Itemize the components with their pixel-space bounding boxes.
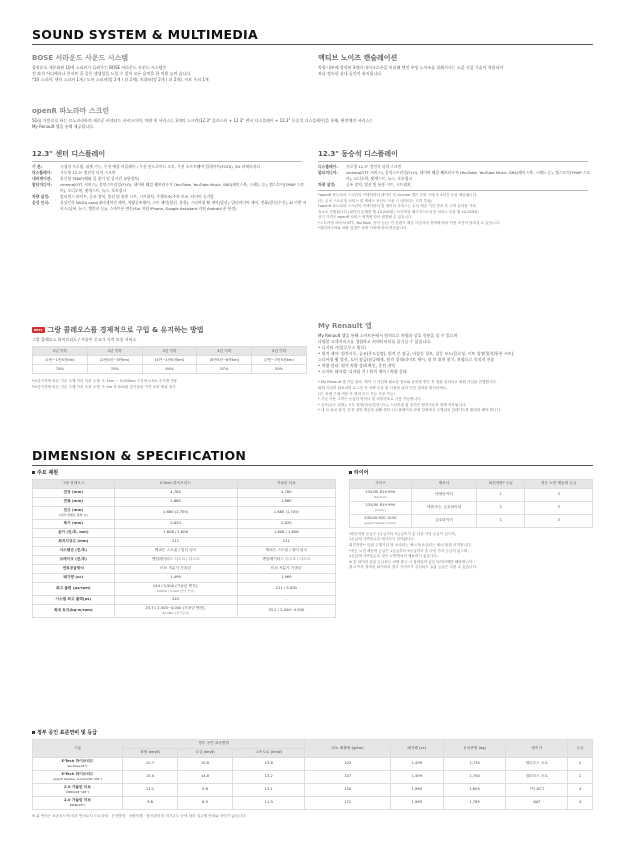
table-header: 고속도로 (km/ℓ) — [233, 748, 305, 757]
note-line: * 내 차 위치 찾기, 운전 내역 제공을 위해 센터 디스플레이의 차량 설정에서 주행위치 업데이트를 활성화 해야 합니다. — [318, 408, 502, 413]
table-cell: 14.8 — [178, 770, 233, 783]
table-cell: 1,499 — [114, 573, 237, 582]
row-label: 최고 출력 (ps/rpm) — [33, 582, 115, 595]
table-header: 가솔린 터보 — [237, 479, 335, 488]
spec-row — [318, 182, 593, 188]
table-cell: 3 — [525, 488, 593, 501]
table-header: 공차중량 (kg) — [443, 739, 506, 757]
table-cell: 15.7 — [123, 757, 178, 770]
guarantee-table — [32, 346, 307, 374]
table-cell: 64% — [142, 365, 197, 374]
table-cell: 75% — [33, 365, 88, 374]
section-divider — [32, 465, 593, 466]
tire-block — [349, 470, 593, 571]
table-cell: 2,820 — [114, 519, 237, 528]
table-row — [33, 546, 336, 555]
note-line: * My Renault 앱 가입 절차: 계약 시 가입에 필요한 정보와 동의를 받은 후 앱을 설치하고 회원 가입을 진행합니다. — [318, 380, 498, 385]
note-line: 출고 이후 장착한 타이어의 경우 사이즈가 같더라도 효율 등급은 다를 수 있습니다. — [349, 565, 478, 570]
note-line: ※ 본 타이어 효율 등급표는 차량 출고 시 장착되어 있던 타이어에만 해당합니다. — [349, 559, 474, 564]
table-cell: 70% — [87, 365, 142, 374]
table-cell: 9.8 — [123, 796, 178, 809]
divider — [32, 161, 302, 162]
table-cell: 4,780 — [114, 488, 237, 497]
table-cell: 1,969 — [390, 783, 443, 796]
passenger-display-block — [318, 150, 593, 232]
table-cell: 1,655 — [443, 783, 506, 796]
table-header: E-Tech 하이브리드 — [114, 479, 237, 488]
cell-subtext: (techno) — [373, 495, 387, 500]
row-label: 전폭 (mm) — [33, 497, 115, 506]
table-group-header: 정부 공인 표준연비 — [123, 739, 305, 748]
table-row — [33, 365, 307, 374]
row-label: E-Tech 하이브리드 esprit Alpine, iconic(19"/20") — [33, 770, 123, 783]
row-label: 최저지상고 (mm) — [33, 537, 115, 546]
table-cell: 211 — [237, 537, 335, 546]
table-cell: 1,765 — [443, 796, 506, 809]
main-spec-table — [32, 479, 336, 618]
table-cell: 11.1 — [123, 783, 178, 796]
table-cell: 245 — [114, 595, 237, 604]
table-cell: 107 — [305, 770, 390, 783]
table-cell: 4 — [568, 783, 593, 796]
anc-block — [318, 54, 593, 77]
row-label: 전고 (mm) (사각 안테나 장착 시) — [33, 506, 115, 519]
table-row — [33, 604, 336, 617]
note-line: * 공조(온도 설정), 시트 설정(열선/통풍시트), 스티어링 휠 열선은 원격시동과 함께 작동됩니다. — [318, 402, 467, 407]
row-label: 최대 토크(kg·m/rpm) — [33, 604, 115, 617]
row-label: 윤거 (전/후, mm) — [33, 528, 115, 537]
row-label: 배기량 (cc) — [33, 573, 115, 582]
fuel-table — [32, 739, 593, 810]
table-cell: 1,735 — [443, 757, 506, 770]
table-header: 도심 (km/ℓ) — [178, 748, 233, 757]
feature-bullet: • 차량 관리: 원격 차량 상태 확인, 운전 내역 — [318, 363, 395, 369]
tire-table — [349, 479, 593, 528]
table-cell: 8.5 — [178, 796, 233, 809]
table-cell: 1 — [477, 514, 525, 527]
feature-bullet: • 원격 제어: 원격시동, 공조(온도설정), 원격 문 잠금, 비상등 경보, 창문 모드/클로징, 시트 설정(열선/통풍 시트), — [318, 351, 515, 357]
table-header: 3년 이하 — [142, 347, 197, 356]
table-row — [33, 519, 336, 528]
table-cell: 11.9 — [233, 796, 305, 809]
table-row — [33, 783, 593, 796]
table-cell: 벤틸레이티드 디스크 / 디스크 — [114, 555, 237, 564]
row-label: E-Tech 하이브리드 techno(19") — [33, 757, 123, 770]
table-cell: 맥퍼슨 스트럿 / 멀티 링크 — [237, 546, 335, 555]
guarantee-subtitle: 그랑 콜레오스 하이브리드 / 가솔린 중고가 가격 보장 서비스 — [32, 337, 137, 343]
table-header: 변속기 — [506, 739, 568, 757]
table-header: 제조사 — [411, 479, 477, 488]
table-cell: 1,499 — [390, 770, 443, 783]
feature-bullet: • 디지털 키(블루투스 방식) — [318, 345, 366, 351]
cell-subtext: 32.0Nm (전기모터) — [162, 611, 189, 616]
spec-value: 통신형 TMAP(해외 길 찾기 및 실시간 교통정보) — [60, 176, 140, 182]
table-header: 2년 이하 — [87, 347, 142, 356]
table-cell: 3 — [525, 514, 593, 527]
openr-line: 5G를 기반으로 하는 르노코리아의 새로운 커넥티드 서비스이며, 차량 내 서비스는 3개의 스크린(12.3" 클러스터 + 12.3" 센터 디스플레이 + 12.3" 동승석 디스플레이)을 통해, 완전체의 서비스는 — [32, 118, 373, 124]
table-cell: 멀티모드 오토 — [506, 757, 568, 770]
note-line: 상기 가격은 openR 서비스 정책에 따라 변경될 수 있습니다. — [318, 215, 413, 220]
spec-row — [32, 200, 307, 212]
tire-label: 타이어 — [354, 470, 369, 476]
table-cell: 211 — [114, 537, 237, 546]
openr-line: My Renault 앱을 통해 제공됩니다. — [32, 124, 95, 130]
table-cell: (5만5천~6만km) — [197, 356, 252, 365]
best-badge: BEST — [34, 327, 43, 332]
section-divider — [32, 44, 593, 45]
cell-subtext: (esprit Alpine, iconic) — [364, 521, 397, 526]
anc-line: 차량 내부에 장착된 3개의 마이크로폰을 이용해 엔진 부밍 노이즈를 상쇄시키는 소음 저감 기술이 적용되어 — [318, 65, 504, 71]
note-line: *멀티미디어와 차량 설정은 차량 사양에 따라 변동됩니다. — [318, 226, 408, 231]
table-cell: 1,969 — [237, 573, 335, 582]
table-cell: 50% — [252, 365, 307, 374]
spec-key: 음성 인식: — [32, 199, 50, 205]
spec-row — [32, 182, 307, 194]
spec-value: cinema(OTT 서비스), 음악스트리밍(FLO), 네이버 웨일 웹브라우저 (YouTube, YouTube Music, SNS(페이스북, 스레드 등), 앱스토어(TMAP 스토어), 오디오북, 팟캐스트, 뉴스, 포토링크 — [346, 170, 591, 182]
table-cell: (2만5천~3만km) — [87, 356, 142, 365]
table-cell: 4 — [568, 796, 593, 809]
table-cell: 9.8 — [178, 783, 233, 796]
bose-line: 전 좌석 어디에서나 콘서트 홀 같은 생생함을 느낄 수 있어 모든 음악을 한 차원 높여 줍니다. — [32, 71, 192, 77]
table-row — [33, 770, 593, 783]
table-row — [33, 796, 593, 809]
table-row — [33, 506, 336, 519]
fuel-economy-block — [32, 730, 593, 819]
note-line: *openR 파노라마 스크린의 커넥티비티 및 데이터 서비스는 무상 제공 기간 종료 후 고객 동의를 거쳐 — [318, 204, 476, 209]
table-cell: 1,969 — [390, 796, 443, 809]
table-cell: 1 — [477, 488, 525, 501]
note-line: 회원 가입이 완료되면 로그인 후 차량 등록 및 사용을 위한 인증 절차를 확인하세요. — [318, 386, 448, 390]
feature-bullet: 스티어링 휠 열선, 도어 잠금/잠금해제, 원격 경적/라이트 제어, 내 차 위치 찾기, 차량으로 목적지 전송 — [318, 357, 495, 363]
table-row — [33, 564, 336, 573]
table-row — [33, 497, 336, 506]
table-header: 사이즈 — [350, 479, 412, 488]
table-cell: 150 — [305, 783, 390, 796]
square-bullet-icon — [32, 471, 35, 474]
table-cell: 벤틸레이티드 디스크 / 디스크 — [237, 555, 335, 564]
section-title-dimension: DIMENSION & SPECIFICATION — [32, 448, 247, 463]
table-row — [350, 514, 593, 527]
note-line: 1등급에 가까울수록 젖은 노면에서의 제동력이 좋습니다. — [349, 554, 438, 559]
cell-subtext: 100kW / 3,400 (전기 모터) — [156, 589, 195, 594]
spec-key: 디스플레이: — [318, 164, 338, 170]
row-label: 전장 (mm) — [33, 488, 115, 497]
row-label: 연료공급방식 — [33, 564, 115, 573]
note-line: *openR 파노라마 스크린의 커넥티비티 데이터 및 cinema 앱은 신차 구매 후 5년간 무상 제공됩니다. — [318, 192, 478, 197]
cell-subtext: techno(19") — [67, 764, 88, 769]
table-row — [33, 488, 336, 497]
table-cell: 102 — [305, 757, 390, 770]
table-header: 구분 — [33, 739, 123, 757]
price-guarantee-block — [32, 326, 307, 391]
table-row — [33, 573, 336, 582]
table-row — [33, 356, 307, 365]
note-line: ※ 위 연비는 표준모드에 의한 연비로서 도로상태 · 운전방법 · 차량적재 · 정비상태 및 외기온도 등에 따라 실주행 연비와 차이가 있습니다. — [32, 813, 247, 818]
table-cell: (1만~1만5천km) — [33, 356, 88, 365]
table-cell: 8AT — [506, 796, 568, 809]
spec-key: 차량 설정: — [32, 193, 50, 199]
table-cell: 7단 DCT — [506, 783, 568, 796]
row-label: 235/50 R19 99V (iconic) — [350, 501, 412, 514]
section-title-sound: SOUND SYSTEM & MULTIMEDIA — [32, 27, 258, 42]
spec-value: 멀티센스 라이트, 공조 장치, 열선 및 통풍 시트, 시트위치, 주행보조/주차 보조, 타이어 공기압 — [60, 193, 214, 199]
spec-value: 음성인식 NUGU auto(내비게이션 제어, 차량공조제어, 시트 제어(열선, 통풍), 스티어링 휠 제어(열선), 멀티미디어 제어, 전화(발신/수신), AI 기반 서비스(날씨, 뉴스, 캘린더 등)), 스마트폰 연동(Siri 지원 iPhone, Google Assistant 지원 Android 폰 한정) — [60, 199, 307, 211]
table-header: 배기량 (cc) — [390, 739, 443, 757]
table-row — [33, 757, 593, 770]
openr-block — [32, 107, 593, 130]
spec-key: 내비게이션: — [32, 176, 52, 182]
spec-value: cinema(OTT 서비스), 음악스트리밍(FLO), 네이버 웨일 웹브라우저 (YouTube, YouTube Music, SNS(페이스북, 스레드 등), 앱스토어(TMAP 스토어), 오디오북, 팟캐스트, 뉴스, 포토링크 — [60, 182, 305, 193]
row-label: 2.0 가솔린 터보 2WD(19"/20") — [33, 783, 123, 796]
table-row — [33, 595, 336, 604]
cell-subtext: (iconic) — [374, 508, 386, 513]
table-cell: 2 — [568, 757, 593, 770]
table-cell: 15.8 — [233, 757, 305, 770]
spec-key: 차량 설정: — [318, 182, 336, 188]
row-label: 서스펜션 (전/후) — [33, 546, 115, 555]
divider — [318, 190, 588, 191]
table-cell: 1,880 — [237, 497, 335, 506]
table-cell: 57% — [197, 365, 252, 374]
table-row — [350, 501, 593, 514]
passenger-display-title: 12.3" 동승석 디스플레이 — [318, 150, 398, 158]
spec-key: 멀티미디어: — [32, 182, 52, 188]
note-line: *젖은 노면 제동력 등급은 1등급부터 5등급까지 총 다섯 가지 등급이 있으며, — [349, 548, 469, 553]
main-spec-label: 주요 제원 — [37, 470, 59, 476]
note-line: *보증기간에 따른 기준 주행 거리 초과 주행 시: km 당 200원 감가상된 가격 보장 범위 절사 — [32, 384, 176, 389]
table-row — [33, 528, 336, 537]
table-cell: 터보 직분사 가솔린 — [237, 564, 335, 573]
spec-row — [318, 170, 593, 182]
table-cell: 1,608 / 1,606 — [114, 528, 237, 537]
anc-title: 액티브 노이즈 캔슬레이션 — [318, 54, 398, 62]
spec-value: 공조 장치, 열선 및 통풍 시트, 시트위치 — [346, 182, 411, 188]
table-header: 1년 이하 — [33, 347, 88, 356]
cell-subtext: 4WD(20") — [69, 803, 86, 808]
bose-line: 음악분포 세분화된 10개 스피커가 들려주는 BOSE 서라운드 사운드 시스템은 — [32, 65, 167, 71]
table-cell: (7만~7만5천km) — [252, 356, 307, 365]
divider — [318, 161, 588, 162]
table-cell: - — [237, 595, 335, 604]
table-cell: 2 — [568, 770, 593, 783]
table-cell: 13.1 — [233, 783, 305, 796]
table-cell: 23.5 / 2,500~4,000 (가솔린 엔진), 32.0Nm (전기모터) — [114, 604, 237, 617]
row-label: 축거 (mm) — [33, 519, 115, 528]
bose-line: *10 스피커: 센터 스피커 1개 / 도어 스피커(앞 2개 / 뒤 2개), 트위터(앞 2개 / 뒤 2개), 서브 우퍼 1개 — [32, 77, 209, 83]
main-spec-block — [32, 470, 336, 618]
table-cell: 1,750 — [443, 770, 506, 783]
row-label: 2.0 가솔린 터보 4WD(20") — [33, 796, 123, 809]
table-cell: 1,608 / 1,606 — [237, 528, 335, 537]
bose-block — [32, 54, 307, 83]
fuel-label: 정부 공인 표준연비 및 등급 — [37, 730, 98, 736]
spec-key: 닥스플레이: — [32, 170, 52, 176]
note-line: 1등급에 가까울수록 에너지가 절약됩니다. — [349, 537, 415, 542]
note-line: *회전저항 등급은 1등급부터 5등급까지 총 다섯 가지 등급이 있으며, — [349, 531, 456, 536]
table-cell: 1,880 — [114, 497, 237, 506]
table-cell: 1 — [477, 501, 525, 514]
table-cell: 15.6 — [178, 757, 233, 770]
table-header: 등급 — [568, 739, 593, 757]
note-line: (단, 차량 구매 적용 후 명의 모드 가능 사용 가능) — [318, 391, 395, 396]
note-line: 유료로 전환됩니다.(데이터 무제한 월 13,200원 / 프리미엄 패키지스트리밍 서비스 포함 월 24,200원) — [318, 209, 479, 214]
table-row — [33, 537, 336, 546]
cell-subtext: (사각 안테나 장착 시) — [58, 513, 88, 518]
table-cell: 넥센타이어 — [411, 488, 477, 501]
table-cell: 15.0 — [123, 770, 178, 783]
table-cell: 1,680 (1,705) — [114, 506, 237, 519]
guarantee-title: 그랑 콜레오스를 경제적으로 구입 & 유지하는 방법 — [47, 326, 204, 334]
table-row — [350, 488, 593, 501]
table-cell: 멀티모드 오토 — [506, 770, 568, 783]
table-header: 5년 이하 — [252, 347, 307, 356]
table-header: 젖은 노면 제동력 등급 — [525, 479, 593, 488]
feature-bullet: • 스마트 쉐어링: 디지털 키 / 원격 제어 / 차량 상태 — [318, 369, 407, 375]
table-cell: (4만~4만5천km) — [142, 356, 197, 365]
table-row — [33, 582, 336, 595]
row-label: 245/45 R20 103V (esprit Alpine, iconic) — [350, 514, 412, 527]
table-cell: 1,499 — [390, 757, 443, 770]
bose-title: BOSE 서라운드 사운드 시스템 — [32, 54, 129, 62]
spec-value: 가로형 12.3" 정전식 터치 스크린 — [60, 170, 116, 176]
table-cell: 211 / 5,000 — [237, 582, 335, 595]
table-cell: 금호타이어 — [411, 514, 477, 527]
table-header: 그랑 콜레오스 — [33, 479, 115, 488]
note-line: (단, 무선 스트리밍 서비스 및 액세스 포인트 사용 시 데이터는 고객 부담) — [318, 198, 432, 203]
anc-line: 보다 정숙한 실내 공간이 유지됩니다. — [318, 71, 383, 77]
table-header: CO₂ 배출량 (g/km) — [305, 739, 390, 757]
table-header: 4년 이하 — [197, 347, 252, 356]
table-cell: 2,820 — [237, 519, 335, 528]
table-cell: 1,680 (1,705) — [237, 506, 335, 519]
row-label: 시스템 최고 출력(ps) — [33, 595, 115, 604]
center-display-block — [32, 150, 307, 211]
table-cell: 15.2 — [233, 770, 305, 783]
spec-value: 시청자 프로필, 위젯 기능, 무선 애플 카플레이 / 무선 안드로이드 오토, 무선 소프트웨어 업데이트(FOTA), 5G 커넥티비티 — [60, 164, 261, 170]
table-cell: 33.2 / 2,000~4,500 — [237, 604, 335, 617]
note-line: *스트리밍 서비스(OTT, YouTube, 음악 등)는 각 콘텐츠 제공 사업자의 정책에 따라 이용 조건이 달라질 수 있습니다. — [318, 220, 501, 225]
table-header: 복합 (km/ℓ) — [123, 748, 178, 757]
table-header: 회전저항* 등급 — [477, 479, 525, 488]
square-bullet-icon — [349, 471, 352, 474]
intro-line: My Renault 앱을 통해 스마트폰에서 원격으로 차량과 상호 작용을 할 수 있으며 — [318, 333, 458, 339]
my-renault-title: My Renault 앱 — [318, 322, 372, 330]
spec-value: 가로형 12.3" 정전식 터치 스크린 — [346, 164, 402, 170]
square-bullet-icon — [32, 731, 35, 734]
table-cell: 터보 직분사 가솔린 — [114, 564, 237, 573]
table-cell: 3 — [525, 501, 593, 514]
row-label: 235/50 R19 99V (techno) — [350, 488, 412, 501]
note-line: *보증기간에 따른 기준 주행 거리 이하 주행 시: 1km ~ 5,000km 구간당 0.5% 추가할 적용 — [32, 379, 178, 384]
my-renault-block — [318, 322, 593, 414]
cell-subtext: esprit Alpine, iconic(19"/20") — [53, 777, 102, 782]
openr-title: openR 파노라마 스크린 — [32, 107, 110, 115]
table-cell: 4,780 — [237, 488, 335, 497]
table-cell: 144 / 5,500 (가솔린 엔진), 100kW / 3,400 (전기 모터) — [114, 582, 237, 595]
spec-key: 멀티미디어: — [318, 170, 338, 176]
table-row — [33, 555, 336, 564]
note-line: 회전저항*: 단위 주행거리 당 소비되는 에너지(소실되는 에너지)를 의미합니다. — [349, 542, 472, 547]
note-line: * 기존 사용 고객은 동일한 아이디 및 비밀번호로 사용 가능합니다. — [318, 397, 422, 402]
table-cell: 172 — [305, 796, 390, 809]
spec-key: 기 본: — [32, 164, 43, 170]
intro-line: 다양한 고객서비스를 경험하고 커넥티비티를 즐기실 수 있습니다. — [318, 339, 432, 345]
center-display-title: 12.3" 센터 디스플레이 — [32, 150, 106, 158]
cell-subtext: 2WD(19"/20") — [65, 790, 90, 795]
row-label: 브레이크 (전/후) — [33, 555, 115, 564]
table-cell: 맥퍼슨 스트럿 / 멀티 링크 — [114, 546, 237, 555]
table-cell: 넥센 또는 금호타이어 — [411, 501, 477, 514]
